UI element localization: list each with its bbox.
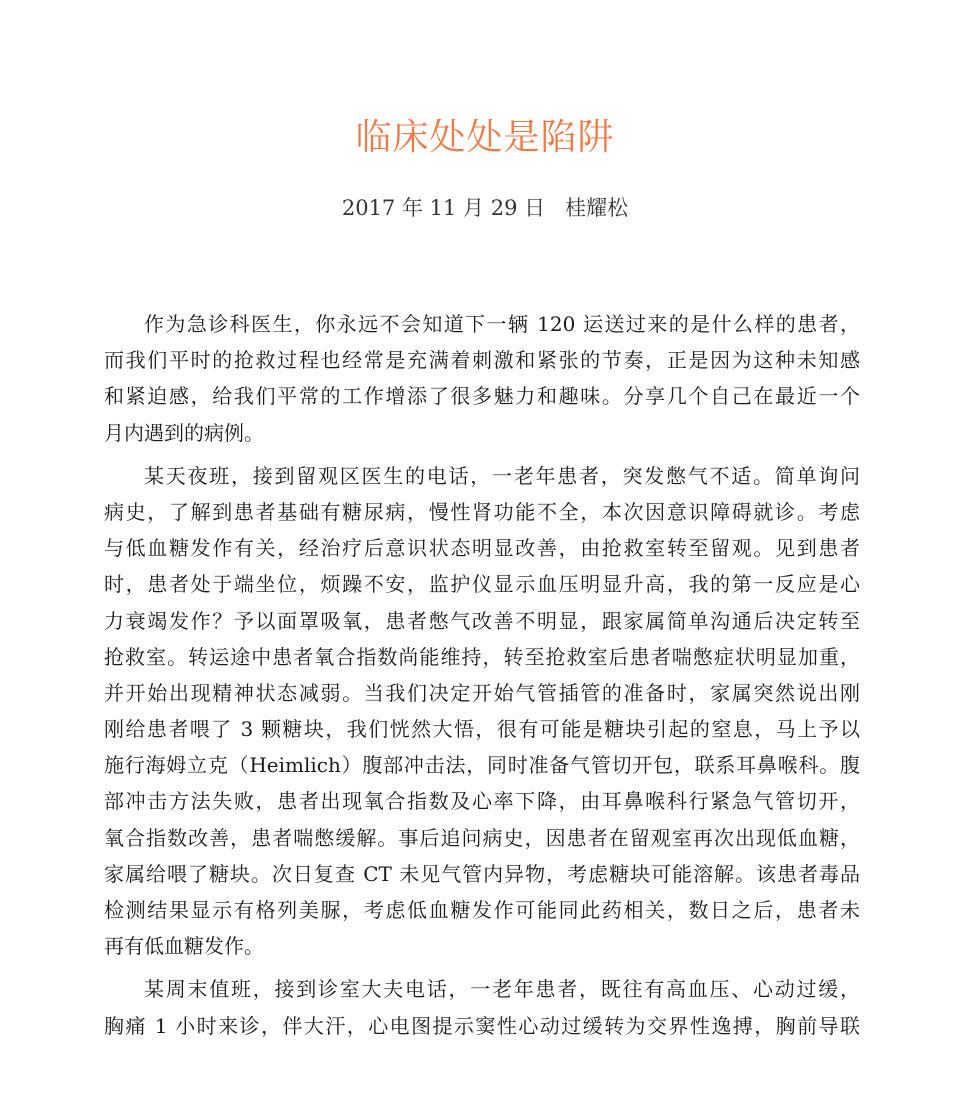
text-line: 刚给患者喂了 3 颗糖块，我们恍然大悟，很有可能是糖块引起的窒息，马上予以 <box>104 717 860 742</box>
text-line: 力衰竭发作？予以面罩吸氧，患者憋气改善不明显，跟家属简单沟通后决定转至 <box>104 608 860 633</box>
text-line: 施行海姆立克（Heimlich）腹部冲击法，同时准备气管切开包，联系耳鼻喉科。腹 <box>104 753 860 778</box>
text-line: 家属给喂了糖块。次日复查 CT 未见气管内异物，考虑糖块可能溶解。该患者毒品 <box>104 861 860 886</box>
text-line: 并开始出现精神状态减弱。当我们决定开始气管插管的准备时，家属突然说出刚 <box>104 680 860 705</box>
text-line: 而我们平时的抢救过程也经常是充满着刺激和紧张的节奏，正是因为这种未知感 <box>104 348 860 373</box>
text-line: 氧合指数改善，患者喘憋缓解。事后追问病史，因患者在留观室再次出现低血糖， <box>104 825 860 850</box>
text-line: 胸痛 1 小时来诊，伴大汗，心电图提示窦性心动过缓转为交界性逸搏，胸前导联 <box>104 1013 860 1038</box>
text-line: 某周末值班，接到诊室大夫电话，一老年患者，既往有高血压、心动过缓， <box>144 977 860 1002</box>
text-line: 和紧迫感，给我们平常的工作增添了很多魅力和趣味。分享几个自己在最近一个 <box>104 384 860 409</box>
text-line: 再有低血糖发作。 <box>104 934 264 959</box>
article-title: 临床处处是陷阱 <box>355 117 615 158</box>
text-line: 作为急诊科医生，你永远不会知道下一辆 120 运送过来的是什么样的患者， <box>144 312 860 336</box>
text-line: 病史，了解到患者基础有糖尿病，慢性肾功能不全，本次因意识障碍就诊。考虑 <box>104 499 860 524</box>
text-line: 抢救室。转运途中患者氧合指数尚能维持，转至抢救室后患者喘憋症状明显加重， <box>104 644 860 669</box>
text-line: 检测结果显示有格列美脲，考虑低血糖发作可能同此药相关，数日之后，患者未 <box>104 898 860 922</box>
paragraph-3 <box>104 971 860 1043</box>
article-byline: 2017 年 11 月 29 日 桂耀松 <box>341 196 629 220</box>
text-line: 时，患者处于端坐位，烦躁不安，监护仪显示血压明显升高，我的第一反应是心 <box>104 572 860 597</box>
text-line: 与低血糖发作有关，经治疗后意识状态明显改善，由抢救室转至留观。见到患者 <box>104 536 860 561</box>
article-body <box>104 306 860 1051</box>
paragraph-1 <box>104 306 860 451</box>
text-line: 部冲击方法失败，患者出现氧合指数及心率下降，由耳鼻喉科行紧急气管切开， <box>104 789 860 814</box>
paragraph-2 <box>104 458 860 965</box>
text-line: 某天夜班，接到留观区医生的电话，一老年患者，突发憋气不适。简单询问 <box>144 463 860 488</box>
text-line: 月内遇到的病例。 <box>104 420 264 445</box>
